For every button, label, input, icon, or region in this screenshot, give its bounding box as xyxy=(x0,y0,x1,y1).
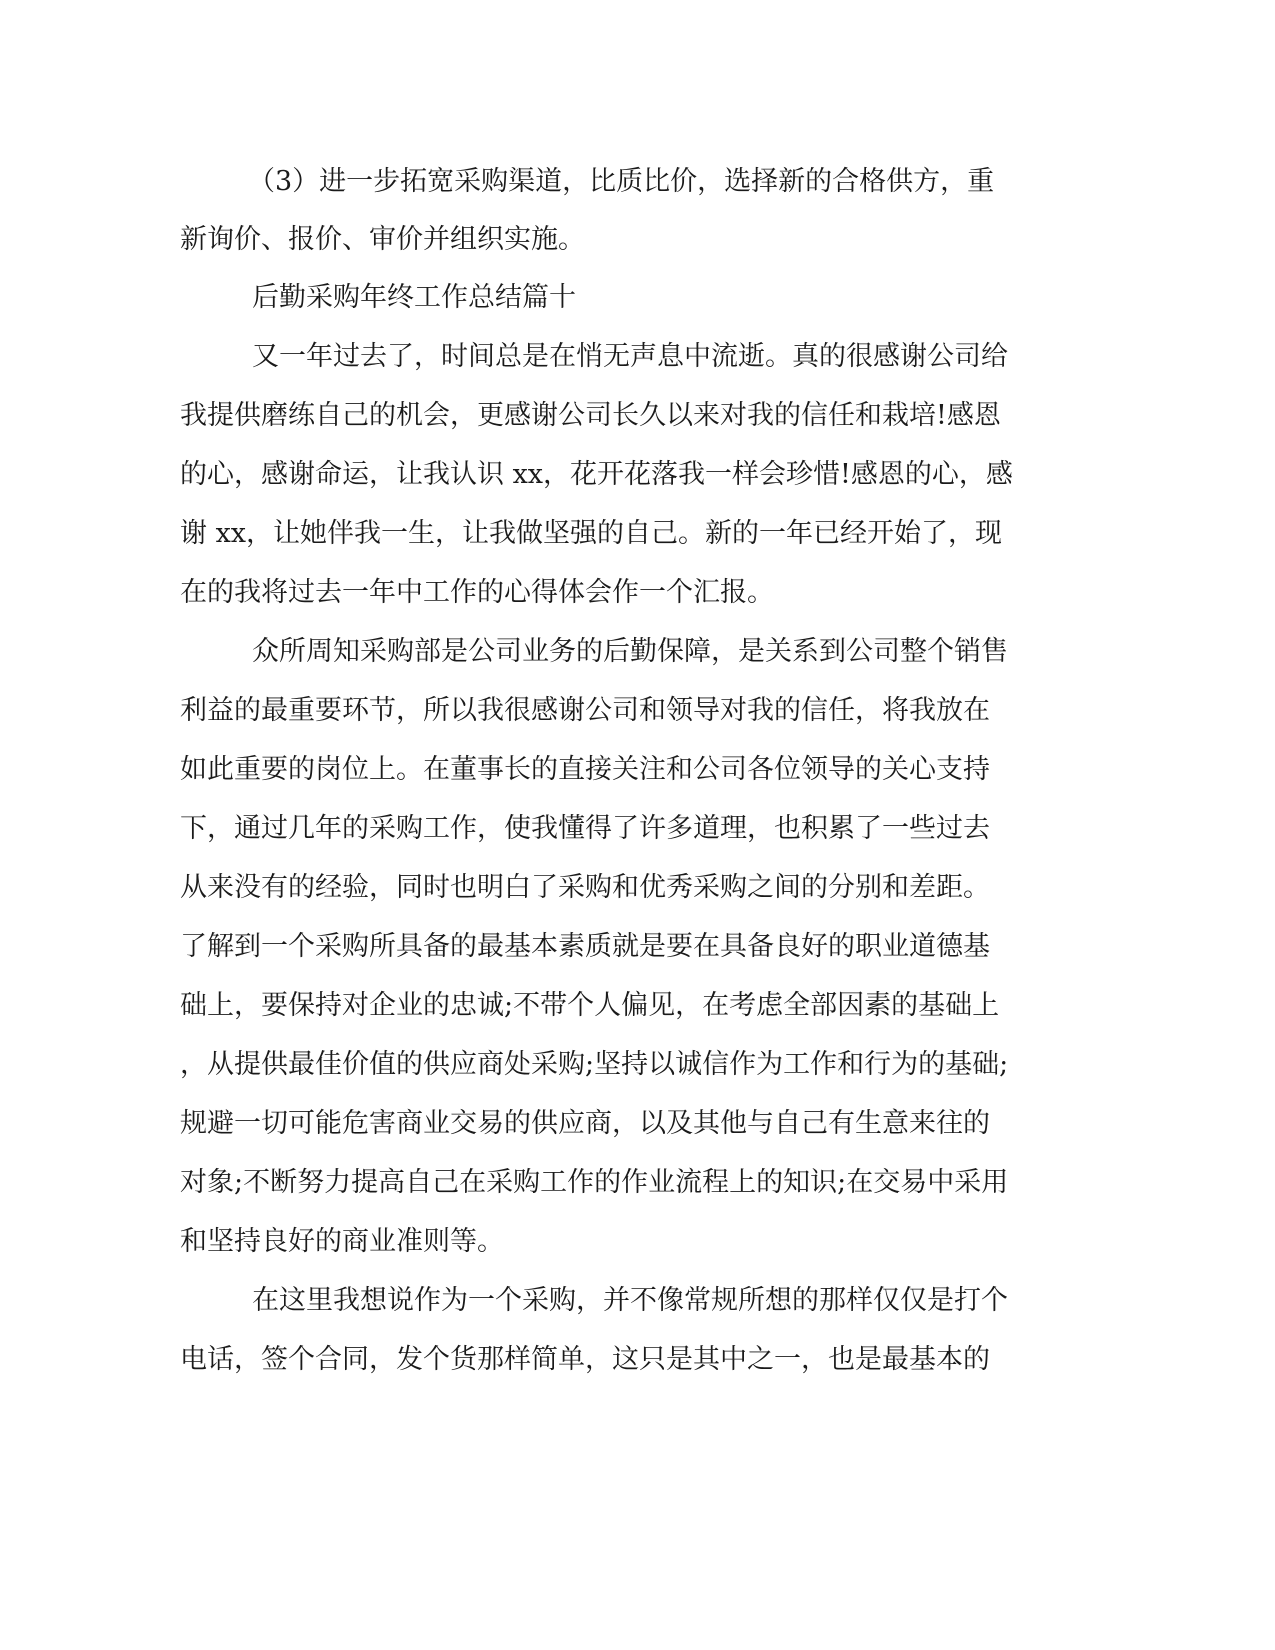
text-line xyxy=(0,986,1275,1026)
text-line xyxy=(0,337,1275,377)
text-line xyxy=(0,1281,1275,1321)
line-text: ，从提供最佳价值的供应商处采购;坚持以诚信作为工作和行为的基础; xyxy=(180,1049,1009,1080)
section-heading xyxy=(0,278,1275,318)
text-line xyxy=(0,162,1275,202)
line-text: 如此重要的岗位上。在董事长的直接关注和公司各位领导的关心支持 xyxy=(180,754,990,785)
line-text: 谢 xx，让她伴我一生，让我做坚强的自己。新的一年已经开始了，现 xyxy=(180,518,1003,549)
heading-text: 后勤采购年终工作总结篇十 xyxy=(252,282,576,313)
line-text: 新询价、报价、审价并组织实施。 xyxy=(180,224,585,255)
line-text: 又一年过去了，时间总是在悄无声息中流逝。真的很感谢公司给 xyxy=(252,341,1008,372)
text-line xyxy=(0,220,1275,260)
text-line xyxy=(0,396,1275,436)
text-line xyxy=(0,750,1275,790)
line-text: 和坚持良好的商业准则等。 xyxy=(180,1226,504,1257)
line-text: 在的我将过去一年中工作的心得体会作一个汇报。 xyxy=(180,577,774,608)
line-text: 规避一切可能危害商业交易的供应商，以及其他与自己有生意来往的 xyxy=(180,1108,990,1139)
line-text: 在这里我想说作为一个采购，并不像常规所想的那样仅仅是打个 xyxy=(252,1285,1008,1316)
line-text: 众所周知采购部是公司业务的后勤保障，是关系到公司整个销售 xyxy=(252,636,1008,667)
line-text: 从来没有的经验，同时也明白了采购和优秀采购之间的分别和差距。 xyxy=(180,872,990,903)
text-line xyxy=(0,1340,1275,1380)
text-line xyxy=(0,868,1275,908)
text-line xyxy=(0,927,1275,967)
text-line xyxy=(0,809,1275,849)
text-line xyxy=(0,1163,1275,1203)
line-text: 电话，签个合同，发个货那样简单，这只是其中之一，也是最基本的 xyxy=(180,1344,990,1375)
line-text: 对象;不断努力提高自己在采购工作的作业流程上的知识;在交易中采用 xyxy=(180,1167,1009,1198)
line-text: 利益的最重要环节，所以我很感谢公司和领导对我的信任，将我放在 xyxy=(180,695,990,726)
text-line xyxy=(0,1045,1275,1085)
text-line xyxy=(0,573,1275,613)
line-text: 下，通过几年的采购工作，使我懂得了许多道理，也积累了一些过去 xyxy=(180,813,990,844)
text-line xyxy=(0,455,1275,495)
text-line xyxy=(0,514,1275,554)
line-text: （3）进一步拓宽采购渠道，比质比价，选择新的合格供方，重 xyxy=(248,166,995,197)
text-line xyxy=(0,691,1275,731)
line-text: 的心，感谢命运，让我认识 xx，花开花落我一样会珍惜!感恩的心，感 xyxy=(180,459,1013,490)
text-line xyxy=(0,1222,1275,1262)
line-text: 我提供磨练自己的机会，更感谢公司长久以来对我的信任和栽培!感恩 xyxy=(180,400,1001,431)
line-text: 础上，要保持对企业的忠诚;不带个人偏见，在考虑全部因素的基础上 xyxy=(180,990,1000,1021)
line-text: 了解到一个采购所具备的最基本素质就是要在具备良好的职业道德基 xyxy=(180,931,990,962)
text-line xyxy=(0,1104,1275,1144)
text-line xyxy=(0,632,1275,672)
